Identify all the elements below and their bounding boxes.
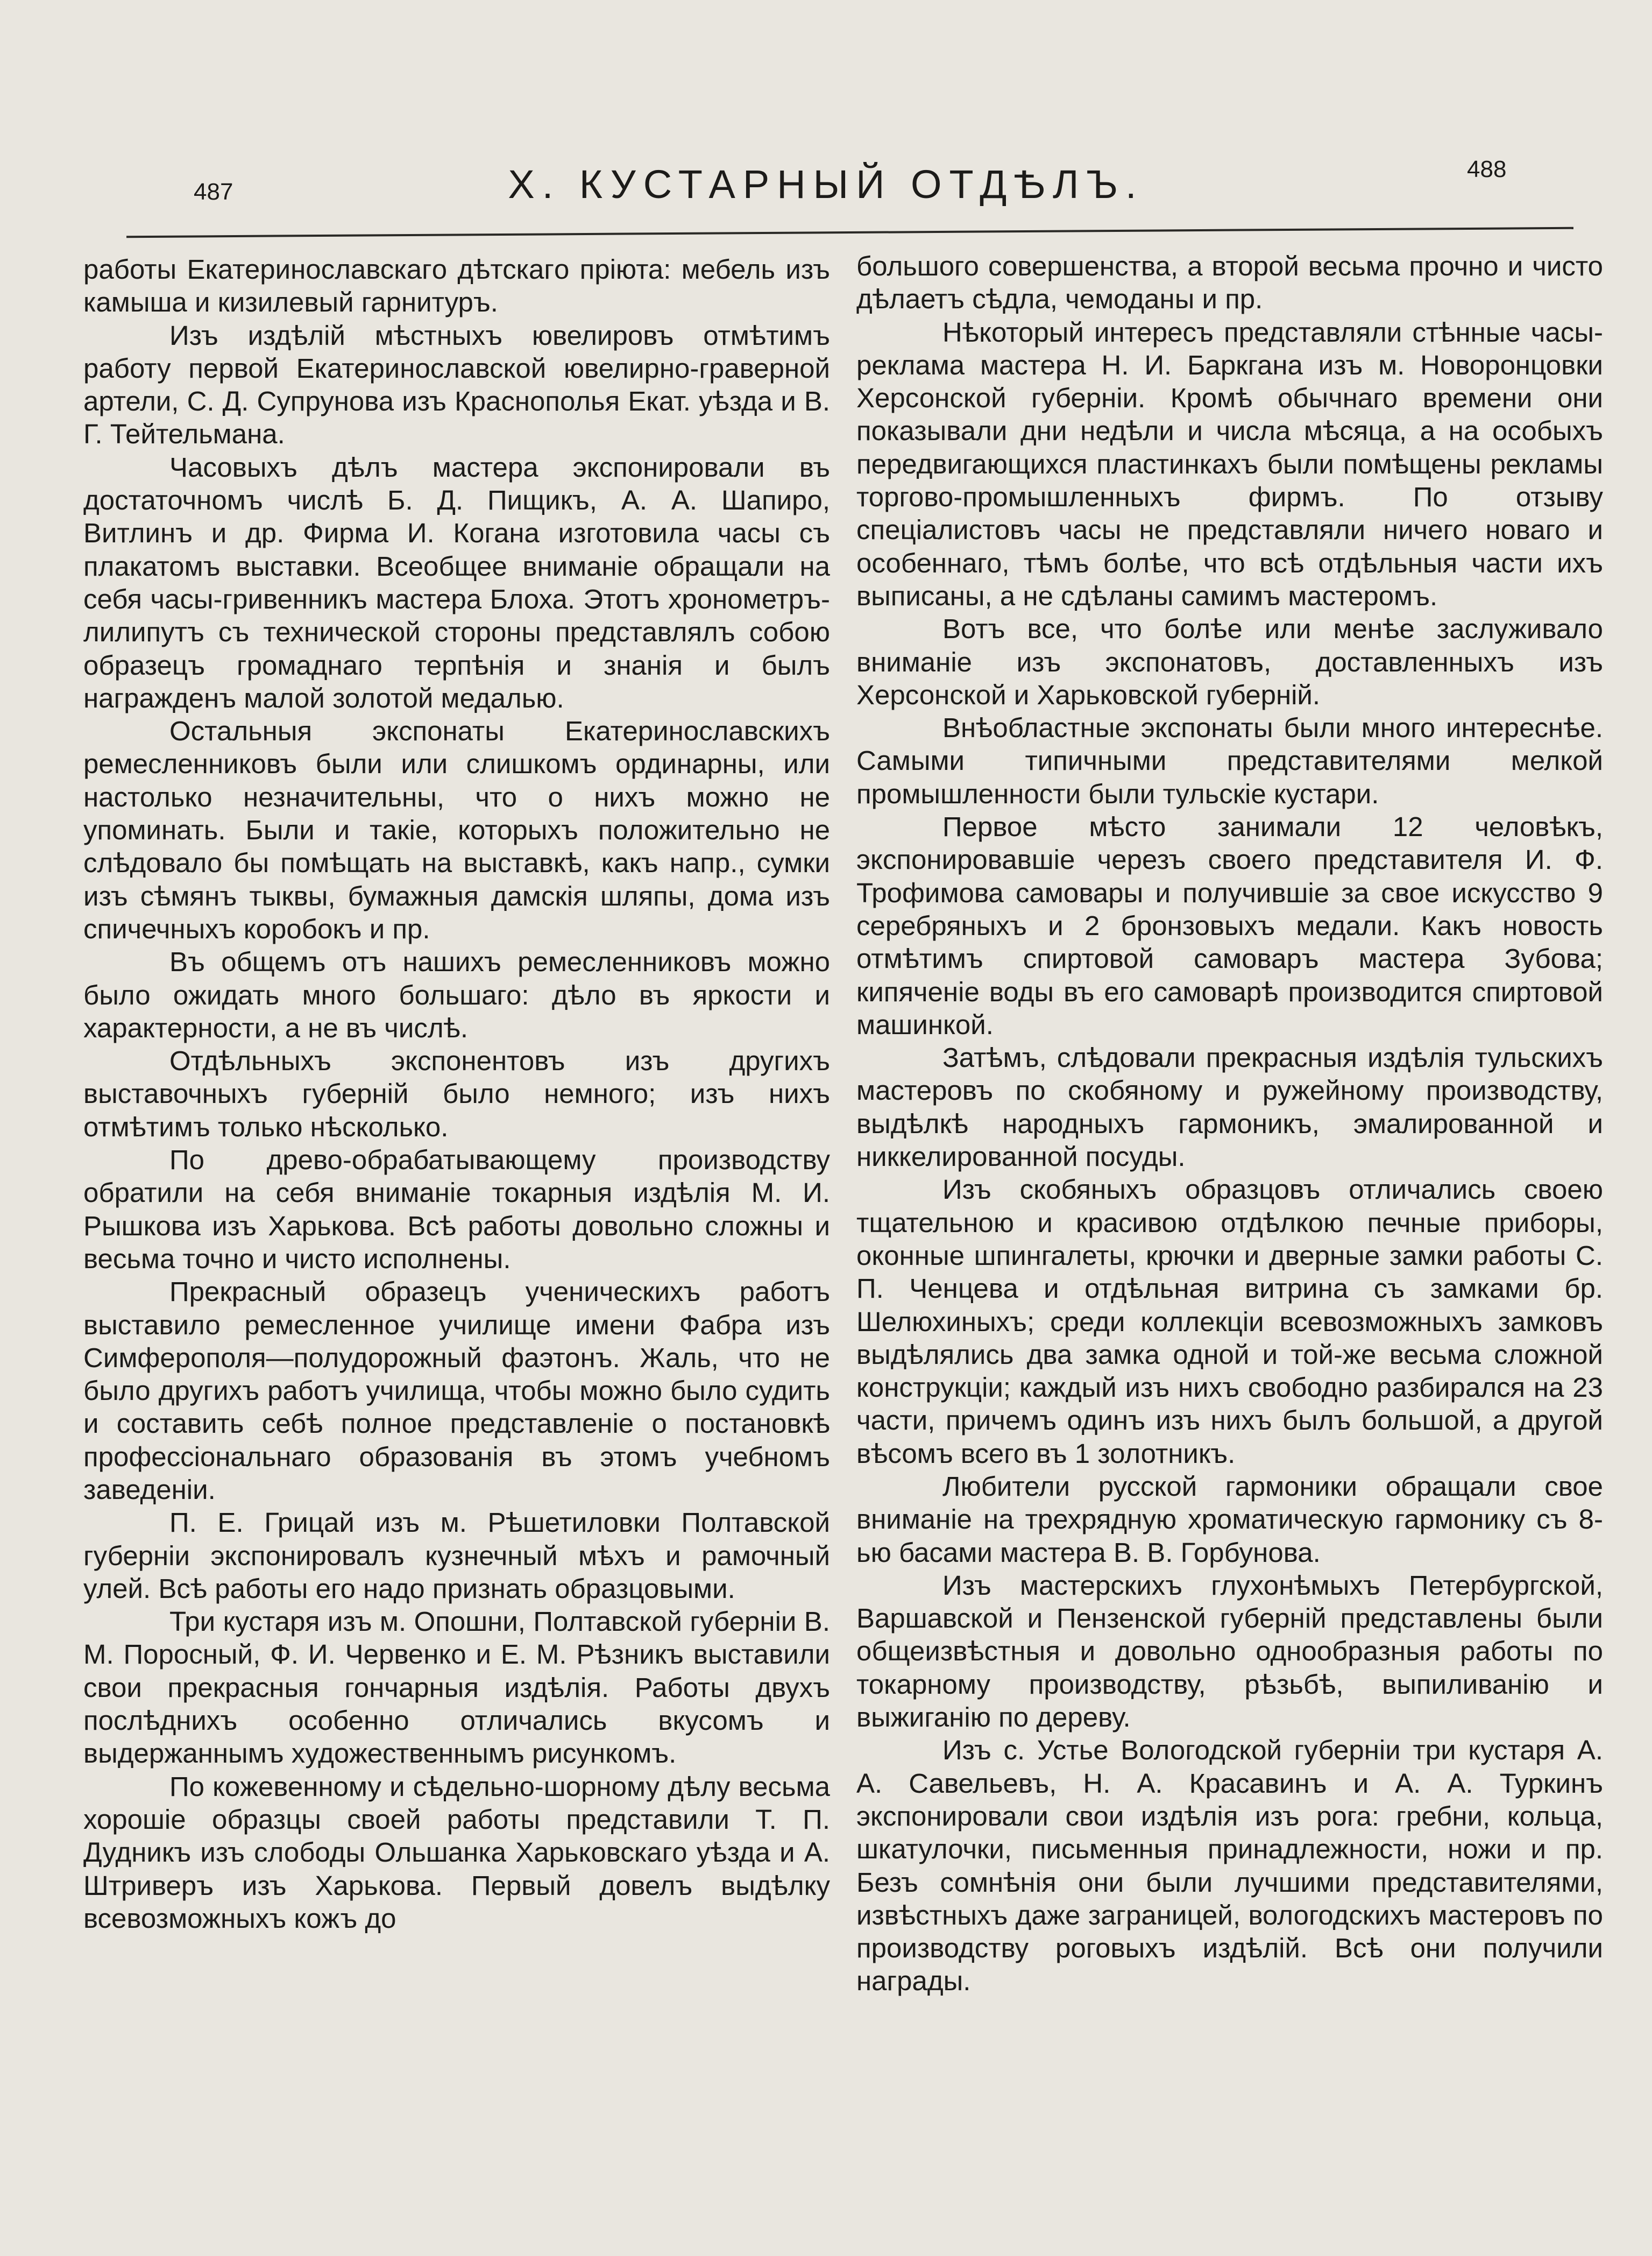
paragraph: Три кустаря изъ м. Опошни, Полтавской губерніи В. М. Поросный, Ф. И. Червенко и Е. М. Рѣзникъ выставили свои прекрасныя гончарныя издѣлія. Работы двухъ послѣднихъ особенно отличались вкусомъ и выдержаннымъ художественнымъ рисункомъ. <box>83 1606 830 1769</box>
paragraph: Любители русской гармоники обращали свое вниманіе на трехрядную хроматическую гармонику съ 8-ью басами мастера В. В. Горбунова. <box>856 1470 1603 1568</box>
paragraph: Первое мѣсто занимали 12 человѣкъ, экспонировавшіе черезъ своего представителя И. Ф. Трофимова самовары и получившіе за свое искусство 9 серебряныхъ и 2 бронзовыхъ медали. Какъ новость отмѣтимъ спиртовой самоваръ мастера Зубова; кипяченіе воды въ его самоварѣ производится спиртовой машинкой. <box>856 811 1603 1040</box>
paragraph: По кожевенному и сѣдельно-шорному дѣлу весьма хорошіе образцы своей работы представили Т. П. Дудникъ изъ слободы Ольшанка Харьковскагo уѣзда и А. Штриверъ изъ Харькова. Первый довелъ выдѣлку всевозможныхъ кожъ до <box>83 1771 830 1934</box>
right-column <box>856 250 1603 1998</box>
running-title: X. КУСТАРНЫЙ ОТДѢЛЪ. <box>508 162 1144 207</box>
header-rule <box>126 227 1573 238</box>
page-number-right: 488 <box>1467 156 1507 182</box>
paragraph: Изъ мастерскихъ глухонѣмыхъ Петербургской, Варшавской и Пензенской губерній представлены были общеизвѣстныя и довольно однообразныя работы по токарному производству, рѣзьбѣ, выпиливанію и выжиганію по дереву. <box>856 1569 1603 1733</box>
paragraph: Нѣкоторый интересъ представляли стѣнные часы-реклама мастера Н. И. Баркгана изъ м. Новоронцовки Херсонской губерніи. Кромѣ обычнаго времени они показывали дни недѣли и числа мѣсяца, а на особыхъ передвигающихся пластинкахъ были помѣщены рекламы торгово-промышленныхъ фирмъ. По отзыву спеціалистовъ часы не представляли ничего новаго и особеннаго, тѣмъ болѣе, что всѣ отдѣльныя части ихъ выписаны, а не сдѣланы самимъ мастеромъ. <box>856 316 1603 611</box>
paragraph: Прекрасный образецъ ученическихъ работъ выставило ремесленное училище имени Фабра изъ Симферополя—полудорожный фаэтонъ. Жаль, что не было другихъ работъ училища, чтобы можно было судить и составить себѣ полное представленіе о постановкѣ профессіональнаго образованія въ этомъ учебномъ заведеніи. <box>83 1276 830 1505</box>
paragraph: Остальныя экспонаты Екатеринославскихъ ремесленниковъ были или слишкомъ ординарны, или настолько незначительны, что о нихъ можно не упоминать. Были и такіе, которыхъ положительно не слѣдовало бы помѣщать на выставкѣ, какъ напр., сумки изъ сѣмянъ тыквы, бумажныя дамскія шляпы, дома изъ спичечныхъ коробокъ и пр. <box>83 716 830 944</box>
paragraph: работы Екатеринославскагo дѣтскагo пріюта: мебель изъ камыша и кизилевый гарнитуръ. <box>83 254 830 318</box>
paragraph: Отдѣльныхъ экспонентовъ изъ другихъ выставочныхъ губерній было немного; изъ нихъ отмѣтимъ только нѣсколько. <box>83 1045 830 1142</box>
paragraph: По древо-обрабатывающему производству обратили на себя вниманіе токарныя издѣлія М. И. Рышкова изъ Харькова. Всѣ работы довольно сложны и весьма точно и чисто исполнены. <box>83 1144 830 1274</box>
paragraph: Изъ издѣлій мѣстныхъ ювелировъ отмѣтимъ работу первой Екатеринославской ювелирно-граверной артели, С. Д. Супрунова изъ Краснополья Екат. уѣзда и В. Г. Тейтельмана. <box>83 320 830 450</box>
left-column <box>83 253 830 1935</box>
paragraph: Затѣмъ, слѣдовали прекрасныя издѣлія тульскихъ мастеровъ по скобяному и ружейному производству, выдѣлкѣ народныхъ гармоникъ, эмалированной и никкелированной посуды. <box>856 1042 1603 1172</box>
page-number-left: 487 <box>194 179 233 205</box>
paragraph: Внѣобластные экспонаты были много интереснѣе. Самыми типичными представителями мелкой промышленности были тульскіе кустари. <box>856 712 1603 809</box>
paragraph: Вотъ все, что болѣе или менѣе заслуживало вниманіе изъ экспонатовъ, доставленныхъ изъ Херсонской и Харьковской губерній. <box>856 613 1603 710</box>
paragraph: Часовыхъ дѣлъ мастера экспонировали въ достаточномъ числѣ Б. Д. Пищикъ, А. А. Шапиро, Витлинъ и др. Фирма И. Когана изготовила часы съ плакатомъ выставки. Всеобщее вниманіе обращали на себя часы-гривенникъ мастера Блоха. Этотъ хронометръ-лилипутъ съ технической стороны представлялъ собою образецъ громаднаго терпѣнія и знанія и былъ награжденъ малой золотой медалью. <box>83 451 830 713</box>
paragraph: Въ общемъ отъ нашихъ ремесленниковъ можно было ожидать много большаго: дѣло въ яркости и характерности, а не въ числѣ. <box>83 946 830 1043</box>
paragraph: П. Е. Грицай изъ м. Рѣшетиловки Полтавской губерніи экспонировалъ кузнечный мѣхъ и рамочный улей. Всѣ работы его надо признать образцовыми. <box>83 1507 830 1604</box>
paragraph: Изъ с. Устье Вологодской губерніи три кустаря А. А. Савельевъ, Н. А. Красавинъ и А. А. Туркинъ экспонировали свои издѣлія изъ рога: гребни, кольца, шкатулочки, письменныя принадлежности, ножи и пр. Безъ сомнѣнія они были лучшими представителями, извѣстныхъ даже заграницей, вологодскихъ мастеровъ по производству роговыхъ издѣлій. Всѣ они получили награды. <box>856 1735 1603 1997</box>
paragraph: Изъ скобяныхъ образцовъ отличались своею тщательною и красивою отдѣлкою печные приборы, оконные шпингалеты, крючки и дверные замки работы С. П. Ченцева и отдѣльная витрина съ замками бр. Шелюхиныхъ; среди коллекціи всевозможныхъ замковъ выдѣлялись два замка одной и той-же весьма сложной конструкціи; каждый изъ нихъ свободно разбирался на 23 части, причемъ одинъ изъ нихъ былъ большой, а другой вѣсомъ всего въ 1 золотникъ. <box>856 1174 1603 1469</box>
paragraph: большого совершенства, а второй весьма прочно и чисто дѣлаетъ сѣдла, чемоданы и пр. <box>856 251 1603 315</box>
